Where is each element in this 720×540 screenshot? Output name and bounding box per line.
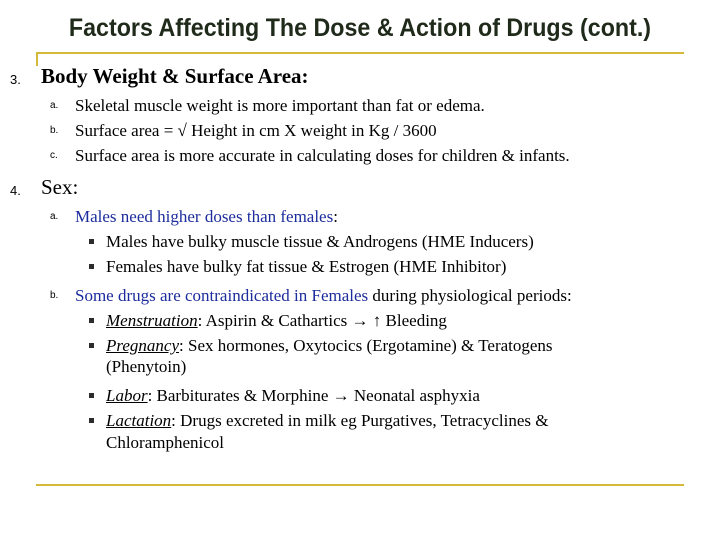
item-text-tail: : — [333, 207, 338, 226]
sub-item — [106, 311, 447, 331]
list-item — [50, 146, 570, 166]
item-text-tail: during physiological periods: — [368, 286, 572, 305]
sub-item — [106, 257, 506, 277]
section-number: 3. — [10, 72, 21, 87]
sub-item-text: : Aspirin & Cathartics → ↑ Bleeding — [197, 311, 447, 330]
sub-item — [106, 411, 548, 431]
item-letter: a. — [50, 211, 59, 222]
sub-item-continuation — [106, 357, 186, 377]
sub-item-term: Lactation — [106, 411, 172, 430]
footer-rule — [36, 484, 684, 486]
sub-item-term: Menstruation — [106, 311, 198, 330]
sub-item-text: Males have bulky muscle tissue & Androgens (HME Inducers) — [106, 232, 534, 251]
sub-item-text: : Drugs excreted in milk eg Purgatives, Tetracyclines & — [171, 411, 549, 430]
item-letter: b. — [50, 290, 59, 301]
sub-item-text: Females have bulky fat tissue & Estrogen (HME Inhibitor) — [106, 257, 507, 276]
section-3 — [10, 64, 309, 89]
sub-item — [106, 232, 534, 252]
item-letter: b. — [50, 125, 59, 136]
square-bullet-icon — [89, 318, 94, 323]
sub-item — [106, 336, 553, 356]
square-bullet-icon — [89, 264, 94, 269]
square-bullet-icon — [89, 393, 94, 398]
item-text: Surface area = √ Height in cm X weight in Kg / 3600 — [75, 121, 437, 140]
title-tick-mark — [36, 52, 38, 66]
item-letter: c. — [50, 150, 58, 161]
list-item — [50, 121, 437, 141]
sub-item — [106, 386, 480, 406]
sub-item-term: Labor — [106, 386, 148, 405]
item-text: Skeletal muscle weight is more important than fat or edema. — [75, 96, 485, 115]
sub-item-text: (Phenytoin) — [106, 357, 187, 376]
section-heading: Body Weight & Surface Area: — [41, 64, 309, 88]
section-number: 4. — [10, 183, 21, 198]
section-4 — [10, 175, 79, 200]
square-bullet-icon — [89, 239, 94, 244]
list-item — [50, 286, 572, 306]
item-text-highlight: Some drugs are contraindicated in Females — [75, 286, 369, 305]
sub-item-continuation — [106, 433, 224, 453]
item-text: Surface area is more accurate in calculating doses for children & infants. — [75, 146, 570, 165]
sub-item-text: : Barbiturates & Morphine → Neonatal asphyxia — [147, 386, 480, 405]
slide-title: Factors Affecting The Dose & Action of Drugs (cont.) — [68, 14, 652, 42]
sub-item-text: : Sex hormones, Oxytocics (Ergotamine) & Teratogens — [179, 336, 553, 355]
sub-item-term: Pregnancy — [106, 336, 180, 355]
list-item — [50, 96, 485, 116]
section-heading: Sex: — [41, 175, 79, 199]
list-item — [50, 207, 338, 227]
item-letter: a. — [50, 100, 59, 111]
square-bullet-icon — [89, 418, 94, 423]
square-bullet-icon — [89, 343, 94, 348]
title-underline — [36, 52, 684, 54]
item-text-highlight: Males need higher doses than females — [75, 207, 334, 226]
sub-item-text: Chloramphenicol — [106, 433, 225, 452]
